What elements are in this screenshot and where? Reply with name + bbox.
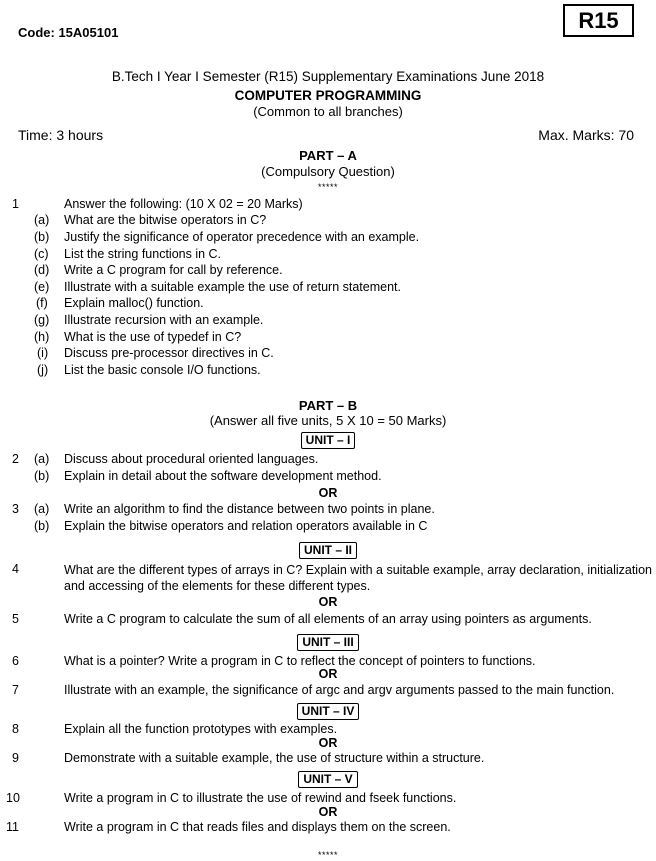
question-number: 11 [6,820,19,834]
or-separator: OR [318,595,338,609]
item-label: (c) [34,247,49,261]
question-number: 4 [12,562,19,576]
part-a-title: PART – A [299,148,357,163]
question-text: Illustrate with an example, the significance of argc and argv arguments passed to the main function. [64,683,615,697]
question-text: Write an algorithm to find the distance between two points in plane. [64,502,435,516]
list-item: Illustrate recursion with an example. [64,313,264,327]
question-number: 1 [12,197,19,211]
question-text: Write a program in C to illustrate the use of rewind and fseek functions. [64,791,457,805]
question-text: Explain in detail about the software development method. [64,469,382,483]
paper-code: Code: 15A05101 [18,25,119,40]
question-text: Discuss about procedural oriented languages. [64,452,319,466]
item-label: (j) [37,363,49,377]
question-number: 3 [12,502,19,516]
question-text: Write a C program to calculate the sum of all elements of an array using pointers as arguments. [64,612,592,626]
item-label: (f) [36,296,48,310]
item-label: (i) [37,346,49,360]
item-label: (b) [34,469,50,483]
question-number: 2 [12,452,19,466]
question-text: What is a pointer? Write a program in C to reflect the concept of pointers to functions. [64,654,536,668]
end-stars: ***** [317,850,338,860]
question-number: 8 [12,722,19,736]
list-item: What are the bitwise operators in C? [64,213,267,227]
exam-time: Time: 3 hours [18,127,104,143]
item-label: (a) [34,213,50,227]
unit-2-heading: UNIT – II [0,541,656,559]
item-label: (g) [34,313,50,327]
question-number: 5 [12,612,19,626]
unit-4-heading: UNIT – IV [0,702,656,720]
list-item: Explain malloc() function. [64,296,204,310]
list-item: Illustrate with a suitable example the use of return statement. [64,280,401,294]
unit-3-heading: UNIT – III [0,633,656,651]
question-number: 10 [6,791,20,805]
part-b-subtitle: (Answer all five units, 5 X 10 = 50 Marks) [209,413,447,428]
item-label: (b) [34,519,50,533]
question-number: 9 [12,751,19,765]
item-label: (d) [34,263,50,277]
list-item: List the string functions in C. [64,247,222,261]
item-label: (a) [34,452,50,466]
item-label: (e) [34,280,50,294]
or-separator: OR [318,486,338,500]
list-item: Discuss pre-processor directives in C. [64,346,274,360]
item-label: (h) [34,330,50,344]
branches-note: (Common to all branches) [253,104,403,119]
course-title: COMPUTER PROGRAMMING [234,88,422,103]
item-label: (b) [34,230,50,244]
question-text: Demonstrate with a suitable example, the use of structure within a structure. [64,751,485,765]
list-item: Justify the significance of operator precedence with an example. [64,230,420,244]
question-text: Explain all the function prototypes with examples. [64,722,338,736]
or-separator: OR [318,805,338,819]
item-label: (a) [34,502,50,516]
max-marks: Max. Marks: 70 [538,127,634,143]
list-item: List the basic console I/O functions. [64,363,261,377]
or-separator: OR [318,736,338,750]
list-item: What is the use of typedef in C? [64,330,242,344]
exam-title: B.Tech I Year I Semester (R15) Supplementary Examinations June 2018 [111,69,545,84]
unit-1-heading: UNIT – I [0,431,656,449]
part-b-title: PART – B [298,398,358,413]
question-number: 6 [12,654,19,668]
or-separator: OR [318,667,338,681]
question-number: 7 [12,683,19,697]
regulation-badge: R15 [563,4,634,37]
question-instruction: Answer the following: (10 X 02 = 20 Marks) [64,197,303,211]
part-a-stars: ***** [317,182,338,192]
unit-5-heading: UNIT – V [0,770,656,788]
part-a-subtitle: (Compulsory Question) [261,164,395,179]
question-text: Explain the bitwise operators and relation operators available in C [64,519,428,533]
list-item: Write a C program for call by reference. [64,263,283,277]
question-text: What are the different types of arrays in C? Explain with a suitable example, array declaration, initialization and accessing of the elements for these different types. [64,563,652,593]
question-text: Write a program in C that reads files and displays them on the screen. [64,820,451,834]
